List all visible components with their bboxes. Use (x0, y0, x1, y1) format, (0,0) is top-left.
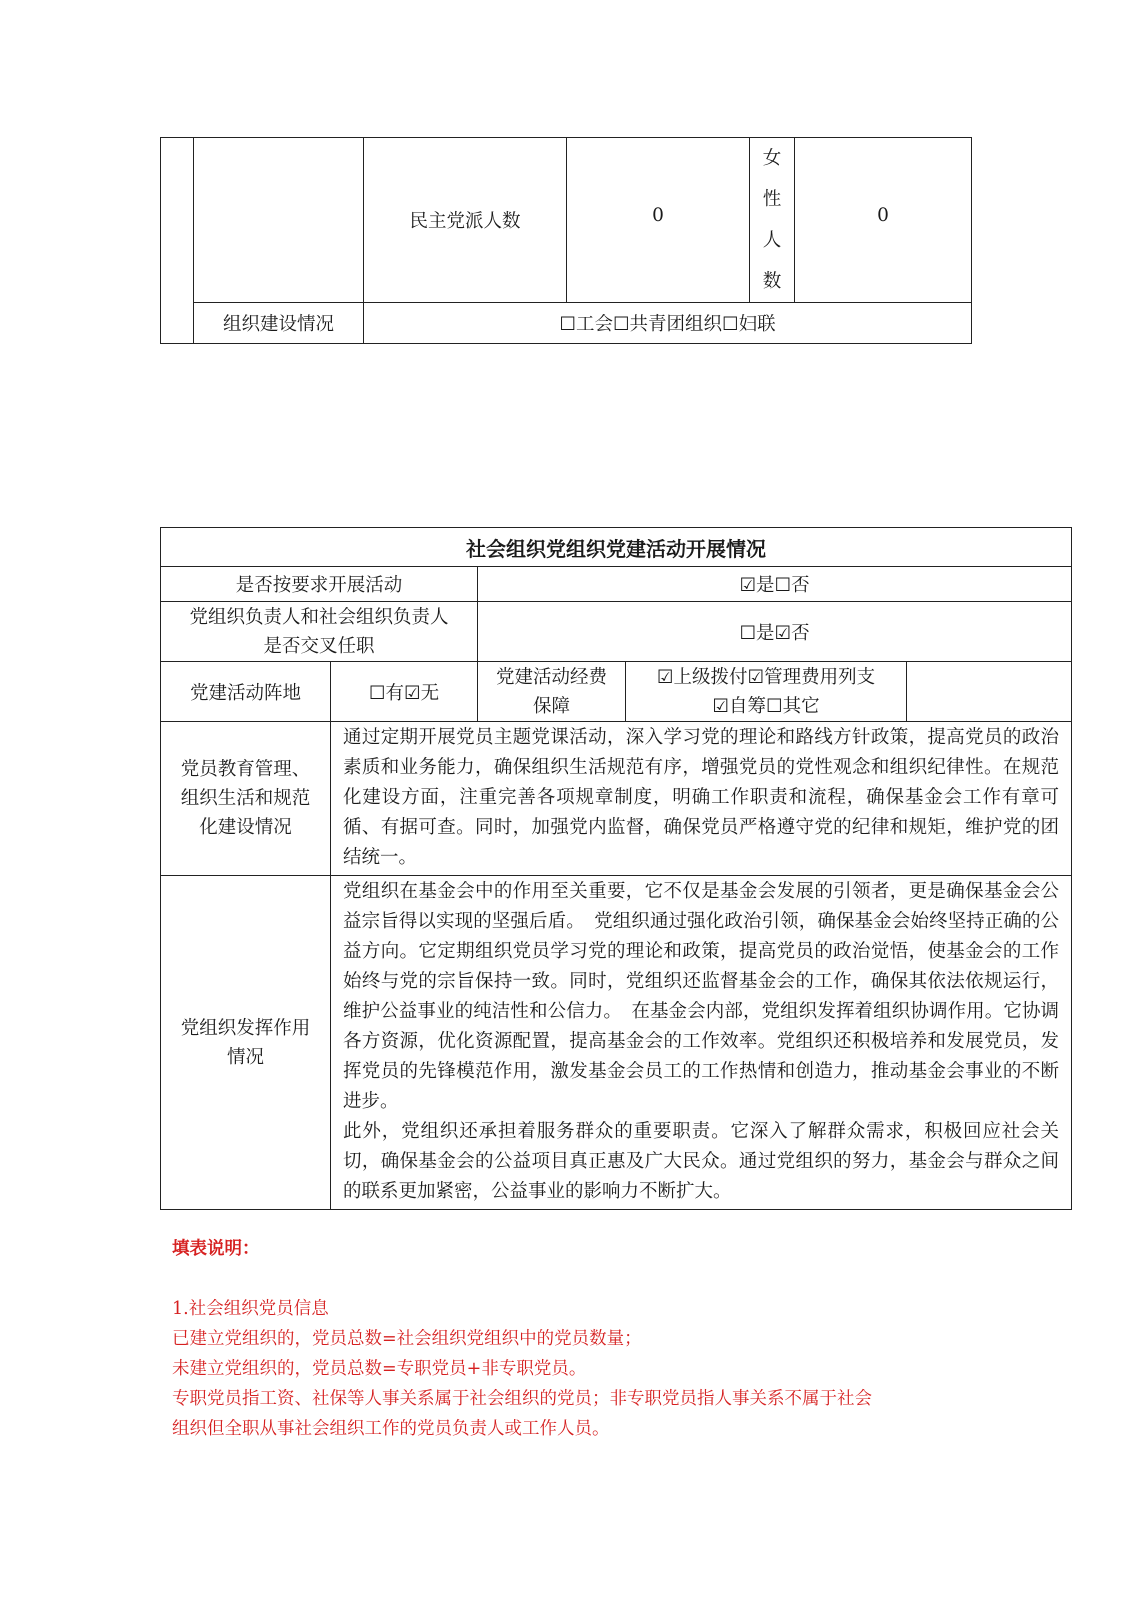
org-construction-options[interactable]: ☐工会☐共青团组织☐妇联 (364, 303, 972, 344)
instruction-line: 未建立党组织的，党员总数=专职党员+非专职党员。 (172, 1359, 587, 1379)
funding-options[interactable]: ☑上级拨付☑管理费用列支 ☑自筹☐其它 (626, 662, 907, 722)
org-construction-label: 组织建设情况 (194, 303, 364, 344)
member-info-table-continued (160, 137, 972, 344)
instruction-line: 专职党员指工资、社保等人事关系属于社会组织的党员；非专职党员指人事关系不属于社会 (172, 1389, 872, 1409)
instructions-heading: 填表说明： (172, 1239, 260, 1259)
activity-options[interactable]: ☑是☐否 (478, 567, 1072, 602)
female-count-label: 女 性 人 数 (750, 138, 795, 303)
female-count-value: 0 (795, 138, 972, 303)
instruction-line: 1.社会组织党员信息 (172, 1299, 329, 1319)
cross-appointment-label: 党组织负责人和社会组织负责人 是否交叉任职 (161, 602, 478, 662)
venue-label: 党建活动阵地 (161, 662, 331, 722)
party-role-description (331, 876, 1072, 1210)
democratic-party-value: 0 (567, 138, 750, 303)
empty-category-cell (194, 138, 364, 303)
funding-label: 党建活动经费 保障 (478, 662, 626, 722)
party-role-paragraph-1: 党组织在基金会中的作用至关重要，它不仅是基金会发展的引领者，更是确保基金会公益宗旨得以实现的坚强后盾。 党组织通过强化政治引领，确保基金会始终坚持正确的公益方向。它定期组织党员学习党的理论和政策，提高党员的政治觉悟，使基金会的工作始终与党的宗旨保持一致。同时，党组织还监督基金会的工作，确保其依法依规运行，维护公益事业的纯洁性和公信力。 在基金会内部，党组织发挥着组织协调作用。它协调各方资源，优化资源配置，提高基金会的工作效率。党组织还积极培养和发展党员，发挥党员的先锋模范作用，激发基金会员工的工作热情和创造力，推动基金会事业的不断进步。 (343, 881, 1060, 1112)
venue-options[interactable]: ☐有☑无 (331, 662, 478, 722)
instruction-line: 已建立党组织的，党员总数=社会组织党组织中的党员数量； (172, 1329, 642, 1349)
activity-label: 是否按要求开展活动 (161, 567, 478, 602)
outer-label-cell (161, 138, 194, 344)
empty-cell (907, 662, 1072, 722)
party-role-label: 党组织发挥作用 情况 (161, 876, 331, 1210)
instruction-line: 组织但全职从事社会组织工作的党员负责人或工作人员。 (172, 1419, 610, 1439)
party-activity-table (160, 527, 1072, 1210)
table-title: 社会组织党组织党建活动开展情况 (161, 528, 1072, 567)
education-label: 党员教育管理、 组织生活和规范 化建设情况 (161, 722, 331, 876)
fill-instructions (172, 1234, 872, 1444)
democratic-party-label: 民主党派人数 (364, 138, 567, 303)
education-description: 通过定期开展党员主题党课活动，深入学习党的理论和路线方针政策，提高党员的政治素质和业务能力，确保组织生活规范有序，增强党员的党性观念和组织纪律性。在规范化建设方面，注重完善各项规章制度，明确工作职责和流程，确保基金会工作有章可循、有据可查。同时，加强党内监督，确保党员严格遵守党的纪律和规矩，维护党的团结统一。 (331, 722, 1072, 876)
cross-appointment-options[interactable]: ☐是☑否 (478, 602, 1072, 662)
party-role-paragraph-2: 此外，党组织还承担着服务群众的重要职责。它深入了解群众需求，积极回应社会关切，确保基金会的公益项目真正惠及广大民众。通过党组织的努力，基金会与群众之间的联系更加紧密，公益事业的影响力不断扩大。 (343, 1121, 1060, 1202)
